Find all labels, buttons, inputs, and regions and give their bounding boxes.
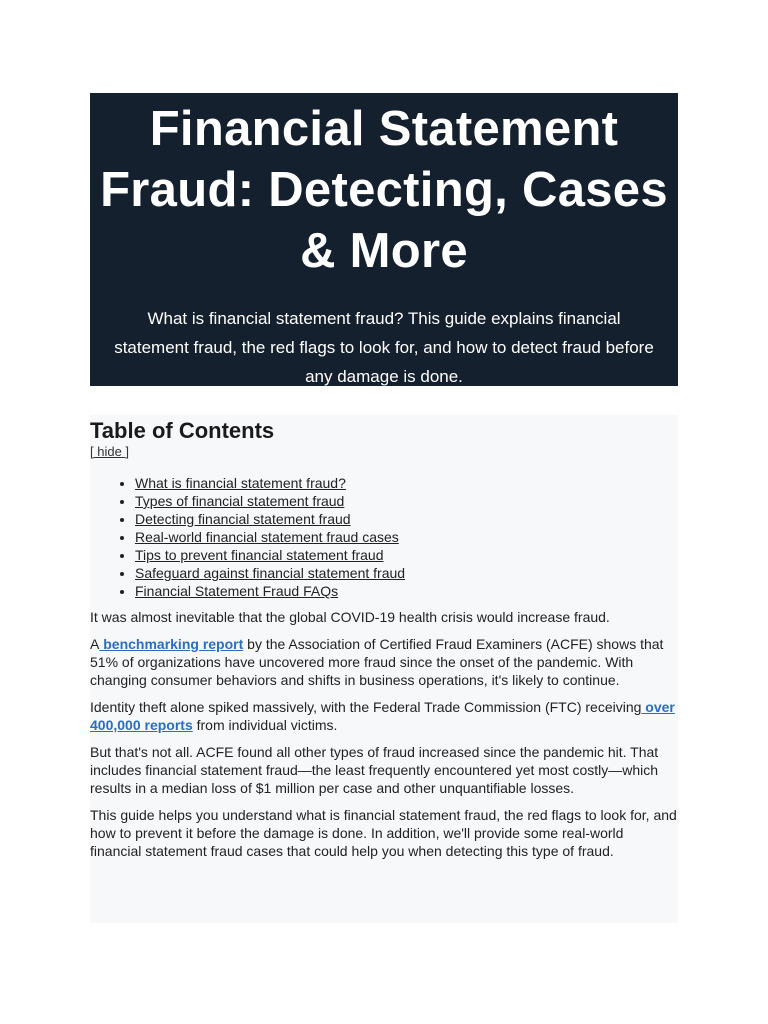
toc-link-types[interactable]: Types of financial statement fraud [135,493,345,509]
toc-link-safeguard[interactable]: Safeguard against financial statement fraud [135,565,406,581]
hero-banner [90,93,678,386]
toc-item [135,474,678,492]
paragraph-identity-theft [90,698,678,734]
toc-link-tips[interactable]: Tips to prevent financial statement fraud [135,547,384,563]
toc-link-what-is[interactable]: What is financial statement fraud? [135,475,346,491]
paragraph-text: A [90,636,100,652]
article-content [90,415,678,923]
toc-item [135,582,678,600]
reports-link[interactable]: over 400,000 reports [90,699,675,733]
paragraph-text: by the Association of Certified Fraud Examiners (ACFE) shows that 51% of organizations have uncovered more fraud since the onset of the pandemic. With changing consumer behaviors and shifts in business operations, it's likely to continue. [90,636,664,688]
toc-item [135,564,678,582]
benchmarking-report-link[interactable]: benchmarking report [99,636,244,652]
paragraph-text: from individual victims. [192,717,338,733]
toc-toggle [90,444,678,460]
toc-link-faqs[interactable]: Financial Statement Fraud FAQs [135,583,339,599]
paragraph-text: Identity theft alone spiked massively, with the Federal Trade Commission (FTC) receiving [90,699,642,715]
toc-hide-link[interactable]: [ hide ] [90,444,130,459]
toc-item [135,546,678,564]
toc-item [135,492,678,510]
toc-list [90,474,678,600]
paragraph-intro: It was almost inevitable that the global COVID-19 health crisis would increase fraud. [90,609,610,625]
page-title: Financial Statement Fraud: Detecting, Cases & More [100,102,668,278]
toc-item [135,510,678,528]
toc-link-detecting[interactable]: Detecting financial statement fraud [135,511,351,527]
toc-heading: Table of Contents [90,418,275,443]
toc-link-cases[interactable]: Real-world financial statement fraud cases [135,529,399,545]
paragraph-guide: This guide helps you understand what is financial statement fraud, the red flags to look for, and how to prevent it before the damage is done. In addition, we'll provide some real-world financial statement fraud cases that could help you when detecting this type of fraud. [90,807,677,859]
paragraph-acfe: But that's not all. ACFE found all other types of fraud increased since the pandemic hit. That includes financial statement fraud—the least frequently encountered yet most costly—which results in a median loss of $1 million per case and other unquantifiable losses. [90,744,659,796]
toc-item [135,528,678,546]
page-subtitle: What is financial statement fraud? This guide explains financial statement fraud, the red flags to look for, and how to detect fraud before any damage is done. [114,309,654,386]
paragraph-benchmark [90,635,678,689]
